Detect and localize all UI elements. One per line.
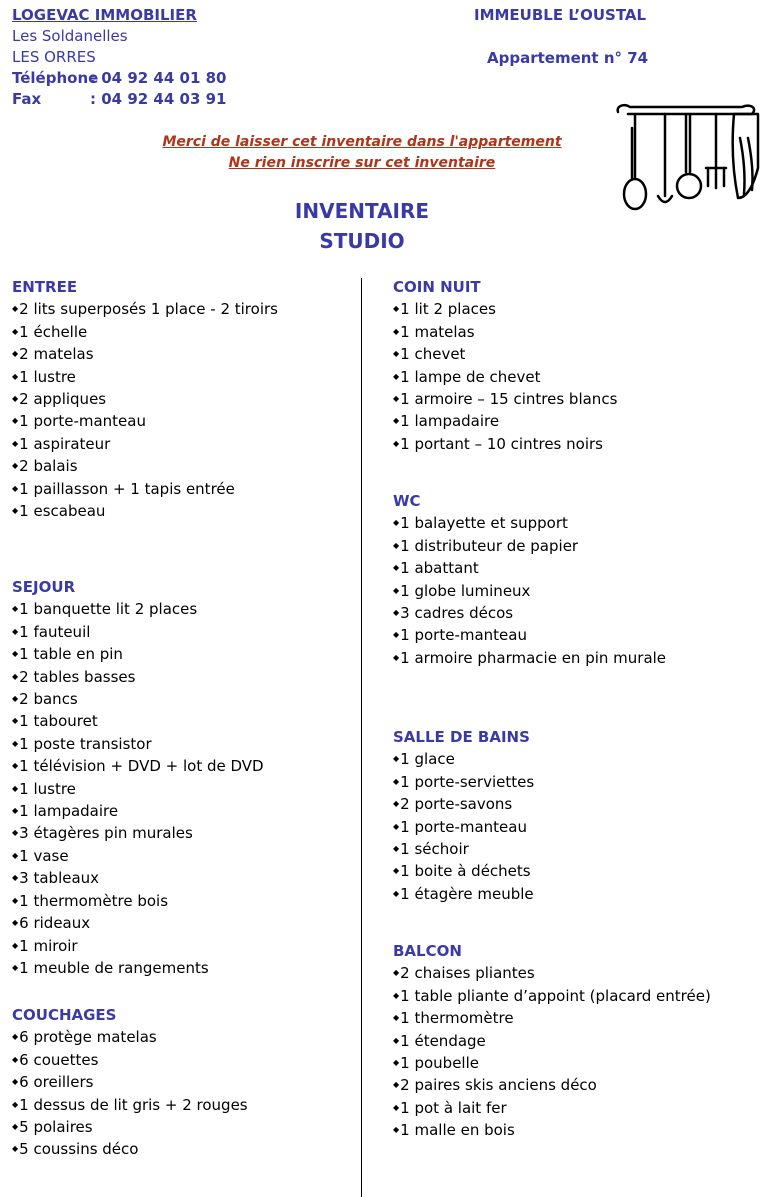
list-item: ◆ 1 étagère meuble [393, 883, 534, 905]
list-item: ◆ 1 distributeur de papier [393, 535, 666, 557]
address-line-1: Les Soldanelles [12, 27, 128, 45]
list-item: ◆ 3 étagères pin murales [12, 822, 264, 844]
list-item: ◆ 1 porte-manteau [393, 624, 666, 646]
list-item: ◆ 1 pot à lait fer [393, 1097, 711, 1119]
list-item: ◆ 1 dessus de lit gris + 2 rouges [12, 1094, 248, 1116]
list-item: ◆ 2 balais [12, 455, 278, 477]
list-item: ◆ 1 balayette et support [393, 512, 666, 534]
list-item: ◆ 2 tables basses [12, 666, 264, 688]
list-item: ◆ 1 lampe de chevet [393, 366, 617, 388]
section-title: SEJOUR [12, 578, 76, 596]
list-item: ◆ 1 matelas [393, 321, 617, 343]
section-title: ENTREE [12, 278, 78, 296]
list-item: ◆ 1 tabouret [12, 710, 264, 732]
column-divider [361, 278, 362, 1197]
list-item: ◆ 1 table en pin [12, 643, 264, 665]
list-item: ◆ 6 couettes [12, 1049, 248, 1071]
list-item: ◆ 3 cadres décos [393, 602, 666, 624]
list-item: ◆ 1 poubelle [393, 1052, 711, 1074]
list-item: ◆ 1 globe lumineux [393, 580, 666, 602]
list-item: ◆ 1 fauteuil [12, 621, 264, 643]
list-item: ◆ 1 télévision + DVD + lot de DVD [12, 755, 264, 777]
list-item: ◆ 1 séchoir [393, 838, 534, 860]
notice-leave-inventory: Merci de laisser cet inventaire dans l'appartement [162, 134, 562, 150]
list-item: ◆ 5 polaires [12, 1116, 248, 1138]
list-item: ◆ 1 table pliante d’appoint (placard entrée) [393, 985, 711, 1007]
list-item: ◆ 1 lustre [12, 778, 264, 800]
section-wc [393, 491, 666, 669]
section-title: COIN NUIT [393, 278, 481, 296]
notice-do-not-write: Ne rien inscrire sur cet inventaire [228, 155, 496, 171]
list-item: ◆ 1 escabeau [12, 500, 278, 522]
list-item: ◆ 2 matelas [12, 343, 278, 365]
list-item: ◆ 1 glace [393, 748, 534, 770]
list-item: ◆ 2 chaises pliantes [393, 962, 711, 984]
list-item: ◆ 1 chevet [393, 343, 617, 365]
list-item: ◆ 1 échelle [12, 321, 278, 343]
section-salle-de-bains [393, 727, 534, 905]
list-item: ◆ 1 paillasson + 1 tapis entrée [12, 478, 278, 500]
page-subtitle: STUDIO [319, 229, 405, 253]
list-item: ◆ 1 poste transistor [12, 733, 264, 755]
list-item: ◆ 1 lampadaire [393, 410, 617, 432]
list-item: ◆ 1 lustre [12, 366, 278, 388]
section-title: BALCON [393, 942, 462, 960]
list-item: ◆ 2 lits superposés 1 place - 2 tiroirs [12, 298, 278, 320]
list-item: ◆ 2 paires skis anciens déco [393, 1074, 711, 1096]
list-item: ◆ 1 portant – 10 cintres noirs [393, 433, 617, 455]
list-item: ◆ 1 malle en bois [393, 1119, 711, 1141]
list-item: ◆ 1 porte-manteau [393, 816, 534, 838]
list-item: ◆ 2 porte-savons [393, 793, 534, 815]
address-line-2: LES ORRES [12, 48, 96, 66]
section-couchages [12, 1005, 248, 1161]
list-item: ◆ 1 thermomètre [393, 1007, 711, 1029]
phone-value: : 04 92 44 01 80 [90, 69, 227, 87]
list-item: ◆ 1 porte-manteau [12, 410, 278, 432]
list-item: ◆ 1 thermomètre bois [12, 890, 264, 912]
list-item: ◆ 2 appliques [12, 388, 278, 410]
list-item: ◆ 1 meuble de rangements [12, 957, 264, 979]
company-name: LOGEVAC IMMOBILIER [12, 6, 197, 24]
list-item: ◆ 6 oreillers [12, 1071, 248, 1093]
fax-value: : 04 92 44 03 91 [90, 90, 227, 108]
list-item: ◆ 1 porte-serviettes [393, 771, 534, 793]
apartment-number: Appartement n° 74 [487, 49, 649, 67]
list-item: ◆ 1 vase [12, 845, 264, 867]
fax-label: Fax [12, 90, 42, 108]
list-item: ◆ 1 lampadaire [12, 800, 264, 822]
list-item: ◆ 1 lit 2 places [393, 298, 617, 320]
page-title: INVENTAIRE [294, 199, 430, 223]
phone-label: Téléphone [12, 69, 99, 87]
section-sejour [12, 577, 264, 979]
section-title: SALLE DE BAINS [393, 728, 530, 746]
list-item: ◆ 3 tableaux [12, 867, 264, 889]
section-balcon [393, 941, 711, 1142]
list-item: ◆ 1 armoire – 15 cintres blancs [393, 388, 617, 410]
list-item: ◆ 1 miroir [12, 935, 264, 957]
list-item: ◆ 1 armoire pharmacie en pin murale [393, 647, 666, 669]
list-item: ◆ 6 protège matelas [12, 1026, 248, 1048]
list-item: ◆ 1 étendage [393, 1030, 711, 1052]
list-item: ◆ 1 aspirateur [12, 433, 278, 455]
list-item: ◆ 1 boite à déchets [393, 860, 534, 882]
list-item: ◆ 5 coussins déco [12, 1138, 248, 1160]
list-item: ◆ 6 rideaux [12, 912, 264, 934]
section-entree [12, 277, 278, 522]
section-title: COUCHAGES [12, 1006, 117, 1024]
fax-line [12, 89, 226, 110]
list-item: ◆ 1 abattant [393, 557, 666, 579]
phone-line [12, 68, 226, 89]
list-item: ◆ 2 bancs [12, 688, 264, 710]
building-name: IMMEUBLE L’OUSTAL [474, 6, 647, 24]
list-item: ◆ 1 banquette lit 2 places [12, 598, 264, 620]
section-coin-nuit [393, 277, 617, 455]
section-title: WC [393, 492, 421, 510]
